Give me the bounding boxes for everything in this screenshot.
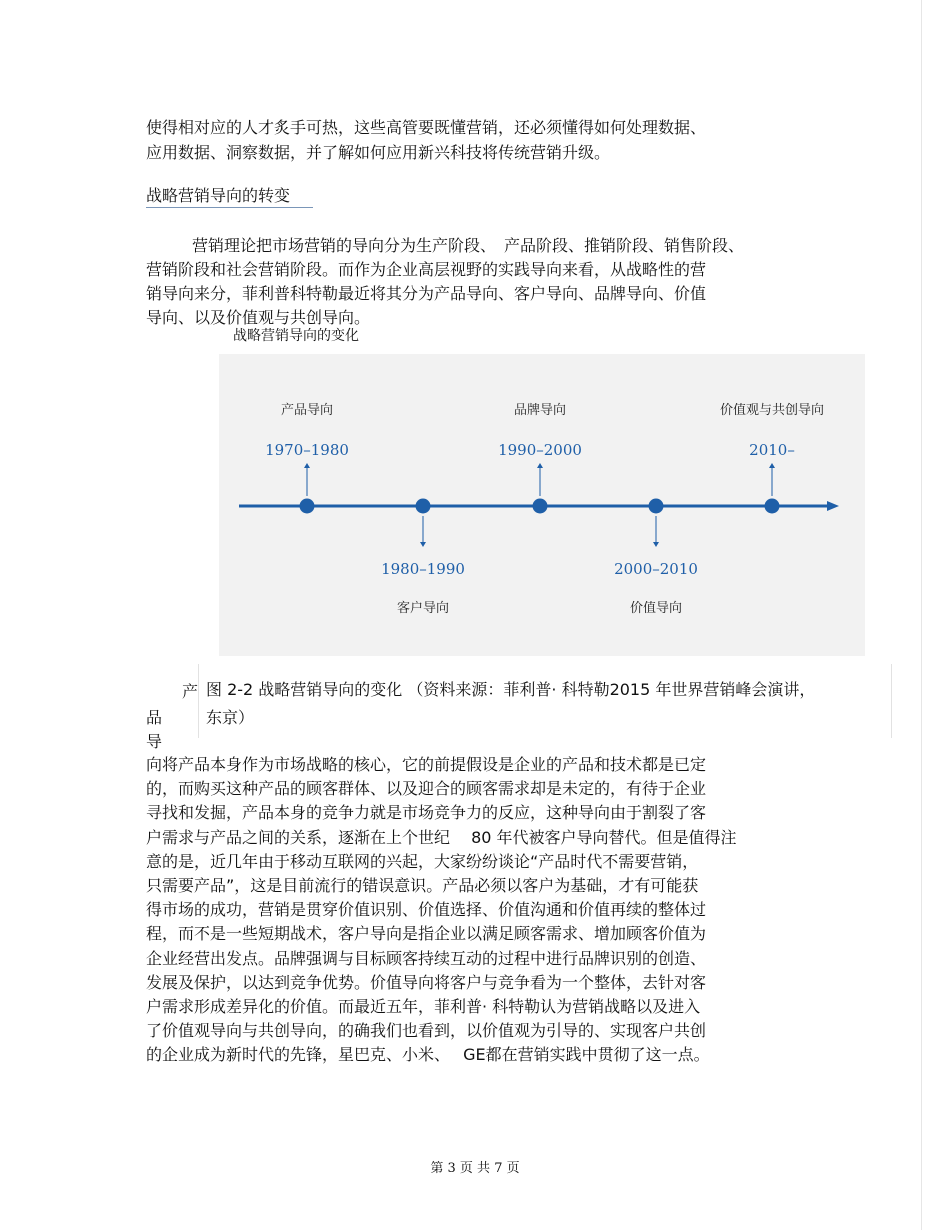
timeline-label: 价值导向 — [629, 601, 683, 616]
paragraph-line: 营销阶段和社会营销阶段。而作为企业高层视野的实践导向来看，从战略性的营 — [146, 260, 707, 279]
figure-title: 战略营销导向的变化 — [233, 328, 359, 344]
body-line: 向将产品本身作为市场战略的核心，它的前提假设是企业的产品和技术都是已定 — [146, 755, 707, 774]
body-line: 发展及保护，以达到竞争优势。价值导向将客户与竞争看为一个整体，去针对客 — [146, 972, 707, 992]
timeline-label: 客户导向 — [396, 601, 450, 616]
page-edge-rule — [921, 0, 922, 1230]
timeline-period: 1970–1980 — [265, 441, 349, 459]
timeline-label: 产品导向 — [280, 403, 334, 418]
timeline-connector-arrow — [304, 463, 310, 468]
body-line: 了价值观导向与共创导向，的确我们也看到，以价值观为引导的、实现客户共创 — [146, 1021, 707, 1041]
page-footer: 第 3 页 共 7 页 — [430, 1161, 520, 1176]
body-line: 户需求形成差异化的价值。而最近五年，菲利普· 科特勒认为营销战略以及进入 — [146, 997, 701, 1016]
timeline-connector-arrow — [769, 463, 775, 468]
figure-caption-line: 东京） — [206, 708, 255, 727]
body-line: 寻找和发掘，产品本身的竞争力就是市场竞争力的反应，这种导向由于割裂了客 — [146, 803, 707, 823]
side-char: 产 — [182, 682, 199, 701]
timeline-arrowhead — [827, 501, 839, 511]
timeline-node — [765, 499, 780, 514]
body-line: 户需求与产品之间的关系，逐渐在上个世纪 80 年代被客户导向替代。但是值得注 — [146, 827, 737, 847]
intro-line: 应用数据、洞察数据，并了解如何应用新兴科技将传统营销升级。 — [146, 143, 611, 162]
timeline-connector-arrow — [420, 542, 426, 547]
body-line: 程，而不是一些短期战术，客户导向是指企业以满足顾客需求、增加顾客价值为 — [146, 924, 707, 944]
body-line: 得市场的成功，营销是贯穿价值识别、价值选择、价值沟通和价值再续的整体过 — [146, 900, 707, 920]
figure-caption-line: 图 2-2 战略营销导向的变化 （资料来源：菲利普· 科特勒2015 年世界营销峰会演讲， — [206, 680, 816, 699]
timeline-node — [300, 499, 315, 514]
timeline-label: 价值观与共创导向 — [719, 403, 825, 418]
paragraph-line: 销导向来分，菲利普科特勒最近将其分为产品导向、客户导向、品牌导向、价值 — [146, 284, 707, 303]
timeline-node — [533, 499, 548, 514]
timeline-node — [649, 499, 664, 514]
timeline-connector-arrow — [653, 542, 659, 547]
paragraph-line: 营销理论把市场营销的导向分为生产阶段、 产品阶段、推销阶段、销售阶段、 — [192, 236, 745, 255]
body-line: 意的是，近几年由于移动互联网的兴起，大家纷纷谈论“产品时代不需要营销， — [146, 851, 699, 871]
caption-box — [198, 664, 892, 738]
timeline-period: 2000–2010 — [614, 560, 698, 578]
body-line: 企业经营出发点。品牌强调与目标顾客持续互动的过程中进行品牌识别的创造、 — [146, 948, 707, 968]
timeline-period: 1980–1990 — [381, 560, 465, 578]
timeline-period: 1990–2000 — [498, 441, 582, 459]
timeline-svg — [219, 354, 865, 656]
timeline-figure — [219, 354, 865, 656]
side-char: 导 — [146, 732, 163, 751]
section-heading-underline — [146, 207, 313, 208]
side-char: 品 — [146, 708, 163, 727]
body-line: 的企业成为新时代的先锋，星巴克、小米、 GE都在营销实践中贯彻了这一点。 — [146, 1045, 710, 1065]
body-line: 的，而购买这种产品的顾客群体、以及迎合的顾客需求却是未定的，有待于企业 — [146, 779, 707, 799]
timeline-label: 品牌导向 — [513, 403, 567, 418]
timeline-connector-arrow — [537, 463, 543, 468]
body-line: 只需要产品”，这是目前流行的错误意识。产品必须以客户为基础，才有可能获 — [146, 876, 699, 895]
intro-line: 使得相对应的人才炙手可热，这些高管要既懂营销，还必须懂得如何处理数据、 — [146, 118, 707, 137]
section-heading: 战略营销导向的转变 — [146, 186, 291, 205]
timeline-node — [416, 499, 431, 514]
timeline-period: 2010– — [749, 441, 795, 459]
paragraph-line: 导向、以及价值观与共创导向。 — [146, 308, 371, 327]
